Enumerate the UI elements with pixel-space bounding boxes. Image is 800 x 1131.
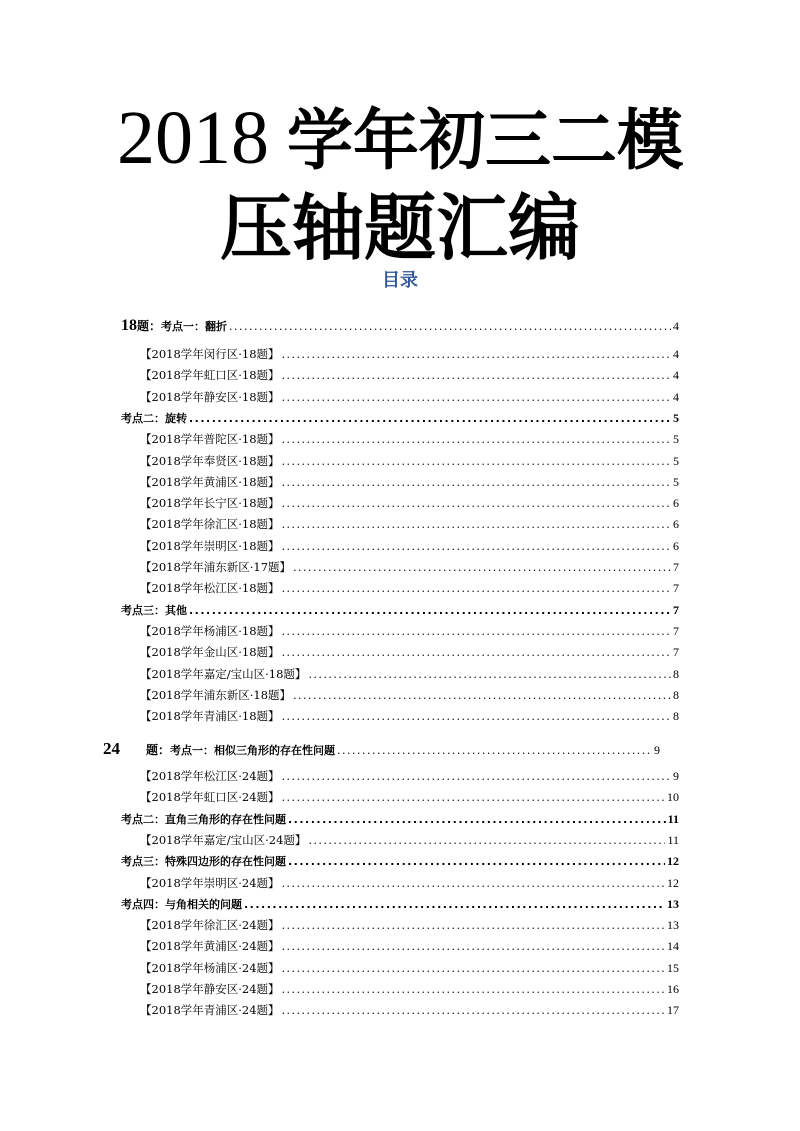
leader-dots [282,391,671,404]
leader-dots [282,348,671,361]
page-number: 13 [667,918,679,933]
entry-title: 【2018学年黄浦区·18题】 [140,474,280,489]
toc-entry[interactable] [140,453,679,469]
entry-title: 【2018学年杨浦区·18题】 [140,623,280,638]
page-number: 7 [673,581,679,596]
toc-entry[interactable] [140,538,679,554]
entry-title: 【2018学年闵行区·18题】 [140,347,280,361]
page-number: 7 [673,602,679,617]
entry-title: 【2018学年黄浦区·24题】 [140,939,280,954]
entry-title: 【2018学年崇明区·18题】 [140,538,280,553]
leader-dots [282,1004,665,1017]
toc-entry[interactable] [140,367,679,383]
page-number: 10 [667,790,679,805]
leader-dots [282,625,671,638]
toc-entry[interactable] [140,666,679,682]
toc-entry[interactable] [140,346,679,362]
toc-entry[interactable] [140,768,679,784]
entry-title: 【2018学年虹口区·24题】 [140,790,280,805]
toc-entry[interactable] [140,644,679,660]
toc-section-title [121,317,227,335]
entry-title: 【2018学年松江区·18题】 [140,581,280,596]
entry-title: 【2018学年长宁区·18题】 [140,496,280,511]
entry-title: 【2018学年奉贤区·18题】 [140,453,280,468]
toc-entry[interactable] [140,516,679,532]
page-number: 9 [654,743,660,757]
page-number: 5 [673,453,679,468]
page-number: 16 [667,982,679,996]
toc-topic[interactable] [121,853,679,869]
leader-dots [282,710,671,723]
leader-dots [288,855,665,868]
leader-dots [282,518,671,531]
page-number: 4 [673,368,679,383]
leader-dots [282,877,665,890]
leader-dots [282,919,665,932]
leader-dots [282,433,671,446]
leader-dots [308,668,671,681]
leader-dots [282,646,671,659]
toc-entry[interactable] [140,917,679,933]
leader-dots [189,412,671,425]
toc-section-heading[interactable] [121,317,679,335]
toc-entry[interactable] [140,389,679,405]
section-number: 18 [121,317,137,334]
leader-dots [282,791,665,804]
leader-dots [282,497,671,510]
entry-title: 【2018学年徐汇区·18题】 [140,517,280,532]
entry-title: 【2018学年虹口区·18题】 [140,368,280,383]
toc-entry[interactable] [140,938,679,954]
leader-dots [189,604,671,617]
page-number: 12 [667,854,679,869]
title-text: 学年初三二模 [287,102,683,179]
entry-title: 【2018学年松江区·24题】 [140,769,280,783]
page-number: 8 [673,709,679,724]
page-number: 4 [673,347,679,361]
document-title-line1 [0,98,800,181]
leader-dots [308,834,665,847]
topic-title: 考点二：旋转 [121,411,187,425]
entry-title: 【2018学年杨浦区·24题】 [140,960,280,975]
page-number: 6 [673,538,679,553]
document-title-line2: 压轴题汇编 [219,186,580,270]
toc-section-heading[interactable] [103,739,660,759]
page-number: 12 [667,875,679,890]
topic-title: 考点三：其他 [121,603,187,617]
section-label: 题： [146,743,171,757]
toc-entry[interactable] [140,559,679,575]
leader-dots [229,320,671,333]
page-number: 9 [673,769,679,783]
toc-entry[interactable] [140,960,679,976]
section-number: 24 [103,739,120,758]
entry-title: 【2018学年普陀区·18题】 [140,432,280,447]
toc-entry[interactable] [140,875,679,891]
leader-dots [293,561,671,574]
page-number: 5 [673,474,679,489]
toc-topic[interactable] [121,896,679,912]
leader-dots [282,455,671,468]
toc-entry[interactable] [140,789,679,805]
entry-title: 【2018学年静安区·24题】 [140,982,280,996]
page-number: 17 [667,1003,679,1018]
topic-title: 考点四：与角相关的问题 [121,897,242,911]
toc-topic[interactable] [121,410,679,426]
toc-entry[interactable] [140,687,679,703]
leader-dots [282,770,671,783]
toc-topic[interactable] [121,602,679,618]
page-number: 7 [673,623,679,638]
toc-entry[interactable] [140,832,679,848]
toc-topic[interactable] [121,811,679,827]
leader-dots [282,476,671,489]
toc-entry[interactable] [140,474,679,490]
leader-dots [282,369,671,382]
entry-title: 【2018学年嘉定/宝山区·18题】 [140,666,307,681]
topic-title: 考点三：特殊四边形的存在性问题 [121,855,286,869]
entry-title: 【2018学年浦东新区·17题】 [140,560,292,574]
toc-entry[interactable] [140,580,679,596]
toc-section-title [103,739,335,759]
page-number: 8 [673,666,679,681]
topic-title: 考点一：翻折 [161,320,228,333]
entry-title: 【2018学年青浦区·24题】 [140,1003,280,1018]
leader-dots [282,983,665,996]
page-number: 4 [673,319,679,333]
page-number: 13 [667,896,679,911]
leader-dots [282,582,671,595]
leader-dots [293,689,671,702]
page-number: 6 [673,496,679,511]
toc-entry[interactable] [140,431,679,447]
entry-title: 【2018学年静安区·18题】 [140,389,280,404]
page-number: 6 [673,517,679,532]
section-label: 题： [137,319,162,333]
toc-entry[interactable] [140,708,679,724]
page-number: 8 [673,687,679,702]
page-number: 4 [673,389,679,404]
toc-heading: 目录 [382,270,418,291]
entry-title: 【2018学年徐汇区·24题】 [140,918,280,933]
entry-title: 【2018学年浦东新区·18题】 [140,687,292,702]
title-year: 2018 [117,96,269,180]
leader-dots [282,962,665,975]
page-number: 5 [673,410,679,425]
page-number: 11 [667,832,679,847]
entry-title: 【2018学年青浦区·18题】 [140,709,280,724]
leader-dots [337,744,652,757]
entry-title: 【2018学年嘉定/宝山区·24题】 [140,832,307,847]
entry-title: 【2018学年崇明区·24题】 [140,875,280,890]
page-number: 5 [673,432,679,447]
topic-title: 考点二：直角三角形的存在性问题 [121,812,286,826]
page-number: 15 [667,960,679,975]
toc-entry[interactable] [140,623,679,639]
page-number: 7 [673,560,679,574]
page-number: 14 [667,939,679,954]
toc-entry[interactable] [140,495,679,511]
leader-dots [282,540,671,553]
leader-dots [282,940,665,953]
toc-entry[interactable] [140,1002,679,1018]
page-number: 7 [673,645,679,660]
leader-dots [244,898,665,911]
topic-title: 考点一：相似三角形的存在性问题 [170,744,336,757]
entry-title: 【2018学年金山区·18题】 [140,645,280,660]
toc-entry[interactable] [140,981,679,997]
page-number: 11 [667,811,679,826]
leader-dots [288,813,666,826]
